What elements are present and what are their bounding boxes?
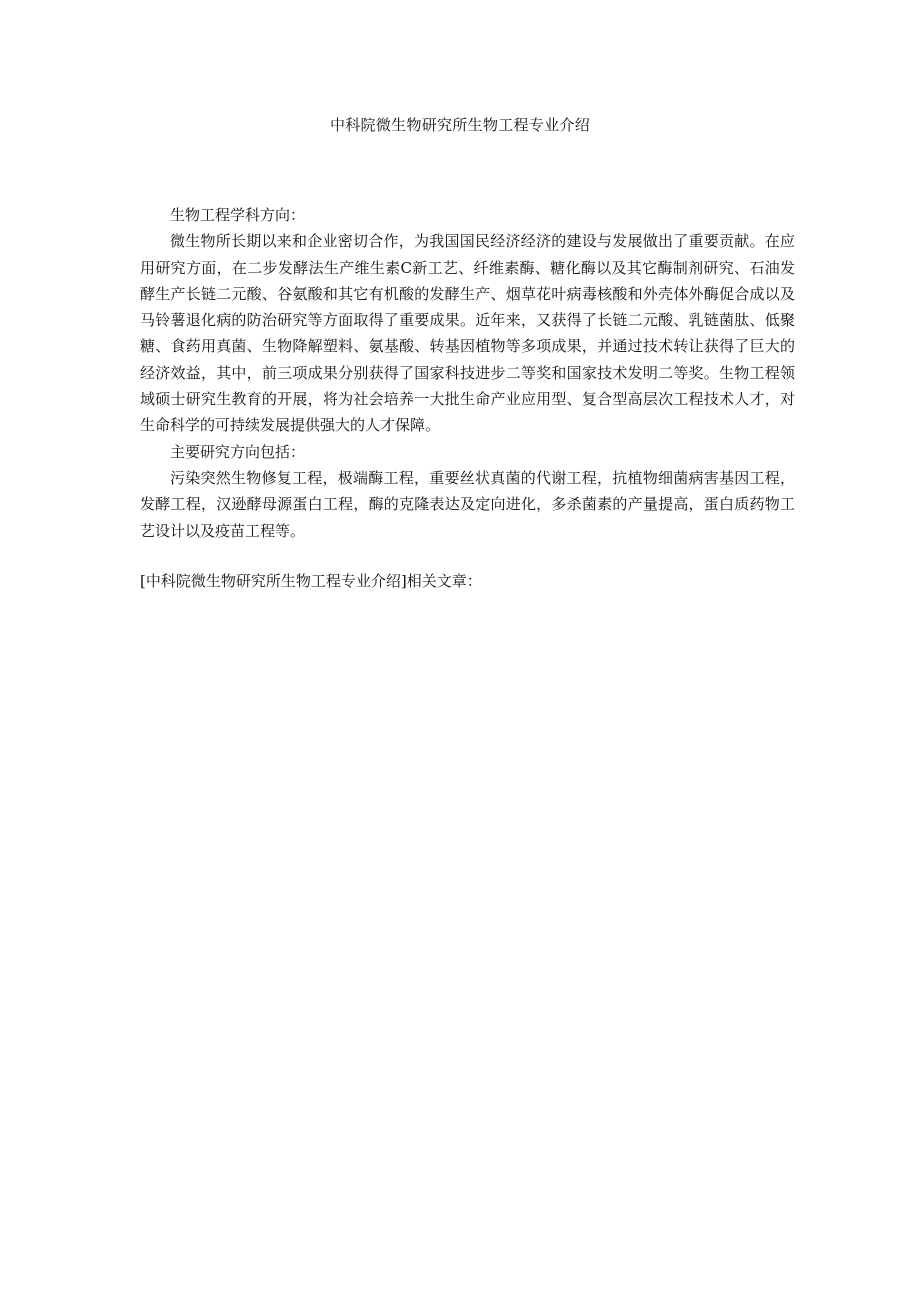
section-heading-research: 主要研究方向包括： bbox=[170, 442, 306, 461]
paragraph-overview: 微生物所长期以来和企业密切合作，为我国国民经济经济的建设与发展做出了重要贡献。在应用研究方面，在二步发酵法生产维生素C新工艺、纤维素酶、糖化酶以及其它酶制剂研究、石油发酵生产长链二元酸、谷氨酸和其它有机酸的发酵生产、烟草花叶病毒核酸和外壳体外酶促合成以及马铃薯退化病的防治研究等方面取得了重要成果。近年来，又获得了长链二元酸、乳链菌肽、低聚糖、食药用真菌、生物降解塑料、氨基酸、转基因植物等多项成果，并通过技术转让获得了巨大的经济效益，其中，前三项成果分别获得了国家科技进步二等奖和国家技术发明二等奖。生物工程领域硕士研究生教育的开展，将为社会培养一大批生命产业应用型、复合型高层次工程技术人才，对生命科学的可持续发展提供强大的人才保障。 bbox=[140, 232, 795, 435]
section-heading-direction: 生物工程学科方向： bbox=[170, 206, 306, 224]
document-title: 中科院微生物研究所生物工程专业介绍 bbox=[329, 116, 591, 134]
paragraph-research-directions: 污染突然生物修复工程，极端酶工程，重要丝状真菌的代谢工程，抗植物细菌病害基因工程，发酵工程，汉逊酵母源蛋白工程，酶的克隆表达及定向进化，多杀菌素的产量提高，蛋白质药物工艺设计以及疫苗工程等。 bbox=[140, 468, 795, 540]
related-articles-label: [中科院微生物研究所生物工程专业介绍]相关文章： bbox=[140, 572, 482, 590]
document-body bbox=[140, 202, 795, 544]
